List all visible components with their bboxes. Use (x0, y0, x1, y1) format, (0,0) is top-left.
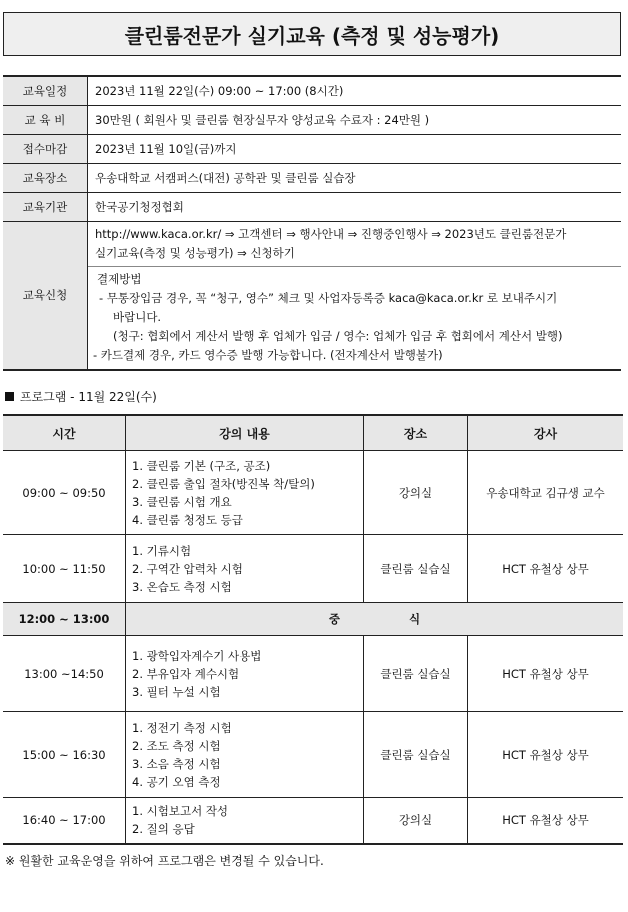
row-lecturer: HCT 유철상 상무 (468, 712, 624, 798)
payment-line4: - 카드결제 경우, 카드 영수증 발행 가능합니다. (전자계산서 발행불가) (93, 347, 443, 362)
content-item: 1. 시험보고서 작성 (132, 804, 229, 819)
row-place: 클린룸 실습실 (364, 712, 468, 798)
row-content (126, 712, 364, 798)
program-table (3, 414, 623, 845)
payment-line2: 바랍니다. (113, 309, 162, 324)
row-time: 10:00 ~ 11:50 (3, 535, 126, 603)
lunch-row (3, 603, 623, 636)
square-bullet-icon (5, 392, 14, 401)
place-value: 우송대학교 서캠퍼스(대전) 공학관 및 클린룸 실습장 (88, 163, 622, 192)
payment-line3: (청구: 협회에서 계산서 발행 후 업체가 입금 / 영수: 업체가 입금 후 협회에서 계산서 발행) (113, 328, 563, 343)
row-place: 클린룸 실습실 (364, 636, 468, 712)
content-item: 2. 조도 측정 시험 (132, 738, 221, 753)
program-heading-text: 프로그램 - 11월 22일(수) (20, 390, 157, 404)
row-place: 강의실 (364, 451, 468, 535)
content-item: 3. 필터 누설 시험 (132, 684, 221, 699)
content-item: 2. 구역간 압력차 시험 (132, 561, 243, 576)
content-item: 2. 클린룸 출입 절차(방진복 착/탈의) (132, 476, 315, 491)
apply-label: 교육신청 (3, 221, 88, 370)
payment-title: 결제방법 (97, 271, 142, 286)
apply-value (88, 221, 622, 370)
row-content (126, 798, 364, 844)
row-place: 강의실 (364, 798, 468, 844)
header-lecturer: 강사 (468, 415, 624, 451)
row-time: 09:00 ~ 09:50 (3, 451, 126, 535)
row-lecturer: HCT 유철상 상무 (468, 636, 624, 712)
program-header-row (3, 415, 623, 451)
content-item: 4. 클린룸 청정도 등급 (132, 512, 243, 527)
table-row (3, 712, 623, 798)
header-content: 강의 내용 (126, 415, 364, 451)
content-item: 3. 소음 측정 시험 (132, 756, 221, 771)
content-item: 1. 클린룸 기본 (구조, 공조) (132, 458, 271, 473)
title-text: 클린룸전문가 실기교육 (측정 및 성능평가) (124, 23, 500, 48)
org-value: 한국공기청정협회 (88, 192, 622, 221)
program-heading (5, 388, 157, 405)
info-row-apply (3, 221, 621, 370)
content-item: 3. 온습도 측정 시험 (132, 579, 232, 594)
header-place: 장소 (364, 415, 468, 451)
apply-path-line1[interactable]: http://www.kaca.or.kr/ ⇒ 고객센터 ⇒ 행사안내 ⇒ 진행중인행사 ⇒ 2023년도 클린룸전문가 (95, 226, 567, 241)
row-content (126, 636, 364, 712)
row-place: 클린룸 실습실 (364, 535, 468, 603)
row-time: 13:00 ~14:50 (3, 636, 126, 712)
footnote: ※ 원활한 교육운영을 위하여 프로그램은 변경될 수 있습니다. (5, 854, 324, 868)
schedule-value: 2023년 11월 22일(수) 09:00 ~ 17:00 (8시간) (88, 76, 622, 105)
table-row (3, 451, 623, 535)
deadline-value: 2023년 11월 10일(금)까지 (88, 134, 622, 163)
row-lecturer: 우송대학교 김규생 교수 (468, 451, 624, 535)
org-label: 교육기관 (3, 192, 88, 221)
info-row-schedule (3, 76, 621, 105)
row-time: 16:40 ~ 17:00 (3, 798, 126, 844)
table-row (3, 798, 623, 844)
info-row-org (3, 192, 621, 221)
table-row (3, 636, 623, 712)
payment-line1: - 무통장입금 경우, 꼭 “청구, 영수” 체크 및 사업자등록증 kaca@kaca.or.kr 로 보내주시기 (99, 290, 558, 305)
table-row (3, 535, 623, 603)
content-item: 1. 기류시험 (132, 543, 192, 558)
info-row-fee (3, 105, 621, 134)
fee-value: 30만원 ( 회원사 및 클린룸 현장실무자 양성교육 수료자 : 24만원 ) (88, 105, 622, 134)
content-item: 4. 공기 오염 측정 (132, 774, 221, 789)
content-item: 2. 부유입자 계수시험 (132, 666, 240, 681)
header-time: 시간 (3, 415, 126, 451)
deadline-label: 접수마감 (3, 134, 88, 163)
content-item: 3. 클린룸 시험 개요 (132, 494, 232, 509)
row-content (126, 451, 364, 535)
content-item: 2. 질의 응답 (132, 822, 195, 837)
row-lecturer: HCT 유철상 상무 (468, 535, 624, 603)
schedule-label: 교육일정 (3, 76, 88, 105)
place-label: 교육장소 (3, 163, 88, 192)
page-title (3, 12, 621, 56)
info-row-deadline (3, 134, 621, 163)
fee-label: 교 육 비 (3, 105, 88, 134)
row-lecturer: HCT 유철상 상무 (468, 798, 624, 844)
content-item: 1. 광학입자계수기 사용법 (132, 648, 262, 663)
lunch-label: 중 식 (126, 603, 624, 636)
info-table (3, 75, 621, 371)
info-row-place (3, 163, 621, 192)
row-time: 15:00 ~ 16:30 (3, 712, 126, 798)
content-item: 1. 정전기 측정 시험 (132, 720, 232, 735)
apply-path-line2: 실기교육(측정 및 성능평가) ⇒ 신청하기 (95, 245, 295, 260)
lunch-time: 12:00 ~ 13:00 (3, 603, 126, 636)
row-content (126, 535, 364, 603)
